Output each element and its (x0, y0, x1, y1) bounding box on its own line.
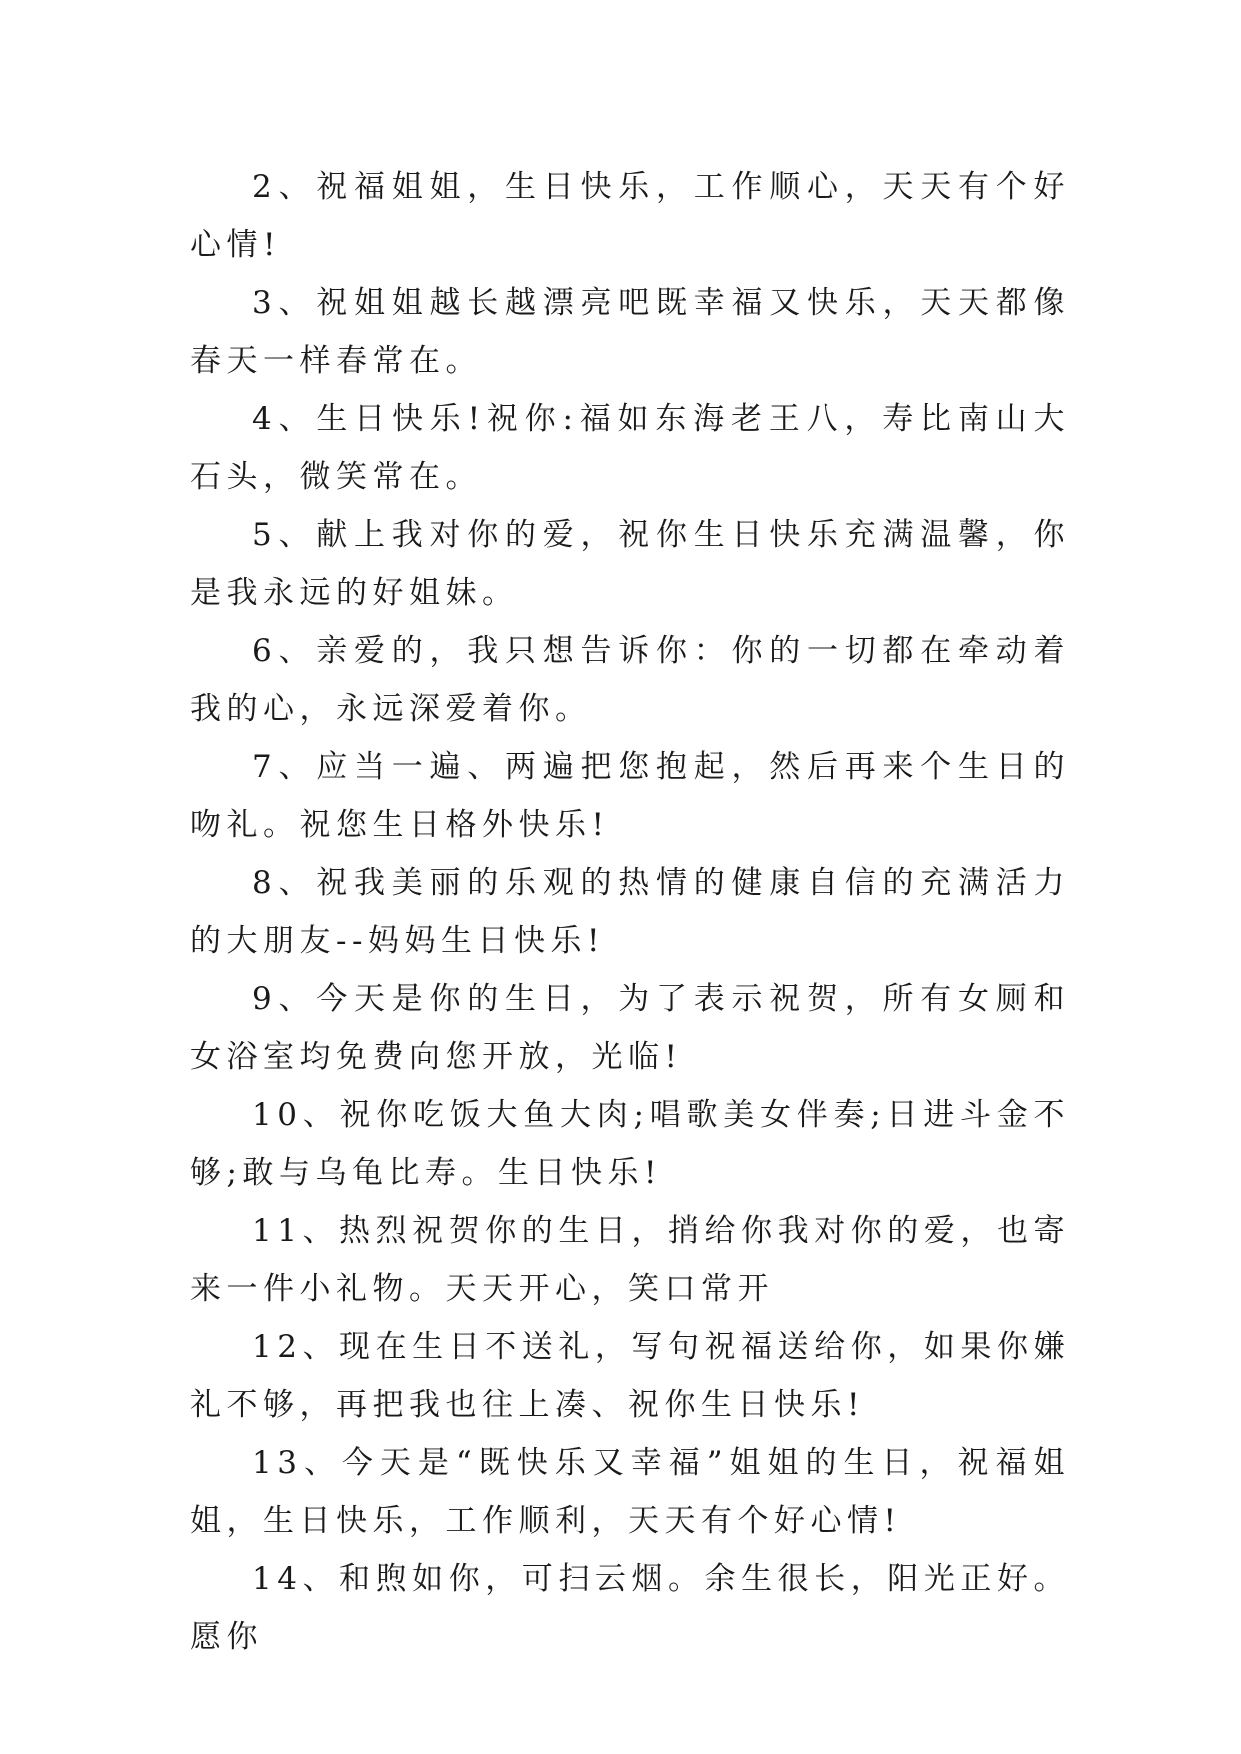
wish-paragraph-2: 2、祝福姐姐，生日快乐，工作顺心，天天有个好心情! (190, 169, 1070, 263)
wish-paragraph-6: 6、亲爱的，我只想告诉你：你的一切都在牵动着我的心，永远深爱着你。 (190, 633, 1070, 727)
wish-paragraph-13: 13、今天是“既快乐又幸福”姐姐的生日，祝福姐姐，生日快乐，工作顺利，天天有个好心情! (190, 1445, 1070, 1539)
wish-paragraph-5: 5、献上我对你的爱，祝你生日快乐充满温馨，你是我永远的好姐妹。 (190, 517, 1070, 611)
wish-paragraph-8: 8、祝我美丽的乐观的热情的健康自信的充满活力的大朋友--妈妈生日快乐! (190, 865, 1070, 959)
wish-paragraph-9: 9、今天是你的生日，为了表示祝贺，所有女厕和女浴室均免费向您开放，光临! (190, 981, 1070, 1075)
wish-paragraph-12: 12、现在生日不送礼，写句祝福送给你，如果你嫌礼不够，再把我也往上凑、祝你生日快乐! (190, 1329, 1070, 1423)
wish-paragraph-3: 3、祝姐姐越长越漂亮吧既幸福又快乐，天天都像春天一样春常在。 (190, 285, 1070, 379)
wish-paragraph-7: 7、应当一遍、两遍把您抱起，然后再来个生日的吻礼。祝您生日格外快乐! (190, 749, 1070, 843)
document-body (190, 158, 1070, 1666)
wish-paragraph-11: 11、热烈祝贺你的生日，捎给你我对你的爱，也寄来一件小礼物。天天开心，笑口常开 (190, 1213, 1070, 1307)
wish-paragraph-10: 10、祝你吃饭大鱼大肉;唱歌美女伴奏;日进斗金不够;敢与乌龟比寿。生日快乐! (190, 1097, 1070, 1191)
wish-paragraph-14: 14、和煦如你，可扫云烟。余生很长，阳光正好。愿你 (190, 1561, 1070, 1655)
wish-paragraph-4: 4、生日快乐!祝你:福如东海老王八，寿比南山大石头，微笑常在。 (190, 401, 1070, 495)
